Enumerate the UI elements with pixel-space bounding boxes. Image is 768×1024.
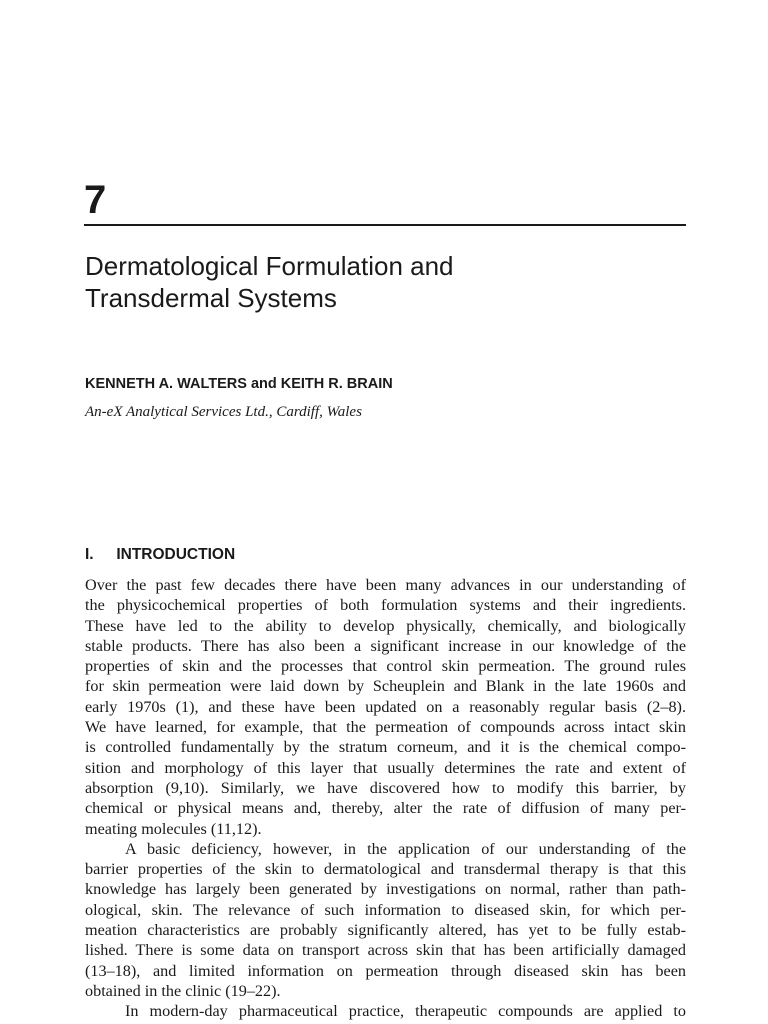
section-heading — [85, 545, 235, 565]
paragraph-line: chemical or physical means and, thereby, alter the rate of diffusion of many per- — [85, 799, 686, 818]
paragraph-line: (13–18), and limited information on permeation through diseased skin has been — [85, 961, 686, 980]
paragraph-line: absorption (9,10). Similarly, we have discovered how to modify this barrier, by — [85, 778, 686, 797]
paragraph-line: meating molecules (11,12). — [85, 819, 262, 838]
paragraph-line: We have learned, for example, that the permeation of compounds across intact skin — [85, 718, 686, 737]
paragraph-line: sition and morphology of this layer that usually determines the rate and extent of — [85, 758, 686, 777]
section-title: INTRODUCTION — [116, 546, 236, 563]
body-text — [85, 575, 686, 1022]
paragraph-line: Over the past few decades there have been many advances in our understanding of — [85, 576, 686, 594]
paragraph-line: meation characteristics are probably significantly altered, has yet to be fully estab- — [85, 921, 686, 940]
paragraph-line: is controlled fundamentally by the stratum corneum, and it is the chemical compo- — [85, 738, 686, 757]
paragraph-line: ological, skin. The relevance of such information to diseased skin, for which per- — [85, 900, 686, 919]
chapter-number: 7 — [84, 178, 107, 222]
chapter-title-line: Transdermal Systems — [85, 283, 337, 313]
chapter-title-line: Dermatological Formulation and — [85, 251, 454, 281]
paragraph-line: A basic deficiency, however, in the application of our understanding of the — [125, 839, 686, 858]
paragraph-line: early 1970s (1), and these have been updated on a reasonably regular basis (2–8). — [85, 697, 686, 716]
paragraph-line: properties of skin and the processes that control skin permeation. The ground rules — [85, 657, 686, 676]
paragraph-line: barrier properties of the skin to dermatological and transdermal therapy is that this — [85, 860, 686, 879]
paragraph-line: stable products. There has also been a significant increase in our knowledge of the — [85, 636, 686, 655]
section-number: I. — [85, 546, 94, 563]
paragraph-line: the physicochemical properties of both formulation systems and their ingredients. — [85, 596, 686, 615]
paragraph-line: for skin permeation were laid down by Scheuplein and Blank in the late 1960s and — [85, 677, 686, 696]
paragraph-line: In modern-day pharmaceutical practice, therapeutic compounds are applied to — [125, 1002, 686, 1021]
chapter-rule — [84, 224, 686, 226]
chapter-title — [85, 250, 685, 314]
paragraph-line: knowledge has largely been generated by investigations on normal, rather than path- — [85, 880, 686, 899]
paragraph-line: These have led to the ability to develop physically, chemically, and biologically — [85, 616, 686, 635]
author-affiliation: An-eX Analytical Services Ltd., Cardiff, Wales — [85, 404, 362, 420]
paragraph-line: lished. There is some data on transport across skin that has been artificially damaged — [85, 941, 686, 960]
chapter-authors: KENNETH A. WALTERS and KEITH R. BRAIN — [85, 376, 393, 392]
paragraph-line: obtained in the clinic (19–22). — [85, 981, 281, 1000]
